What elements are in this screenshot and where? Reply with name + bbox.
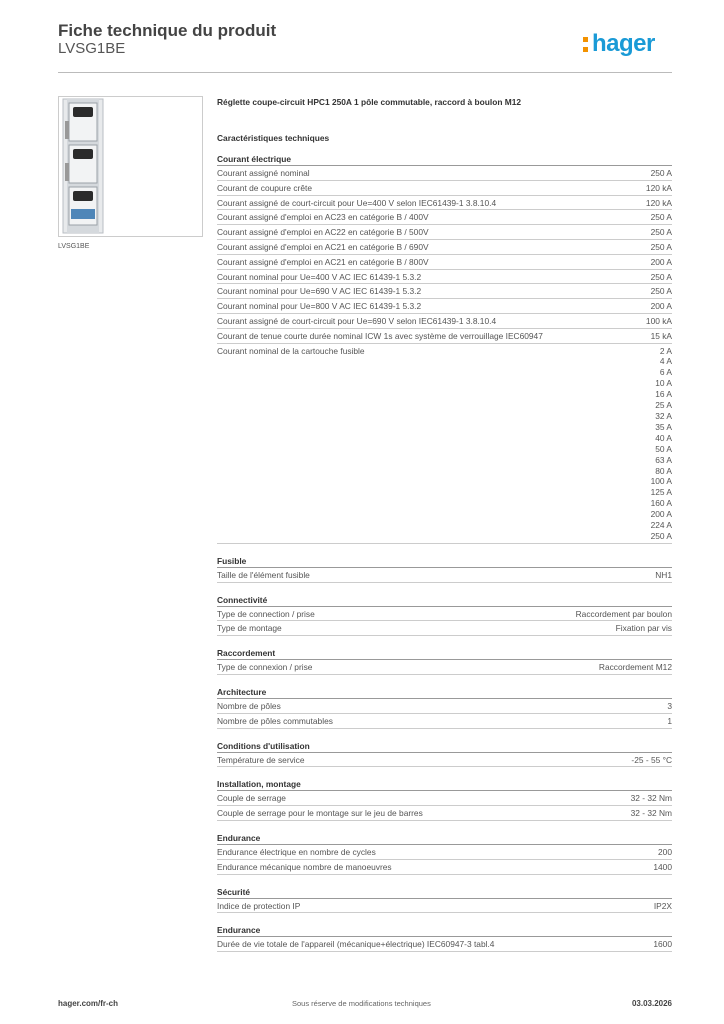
spec-label: Taille de l'élément fusible — [217, 569, 310, 580]
spec-value: 250 A — [650, 530, 672, 541]
spec-row — [217, 240, 672, 255]
section-title: Fusible — [217, 555, 672, 568]
footer-website[interactable]: hager.com/fr-ch — [58, 999, 119, 1008]
spec-row — [217, 568, 672, 583]
spec-section — [217, 594, 672, 637]
spec-label: Type de connexion / prise — [217, 662, 313, 673]
spec-row — [217, 714, 672, 729]
spec-section — [217, 740, 672, 768]
spec-section — [217, 924, 672, 952]
spec-value: 250 A — [650, 241, 672, 252]
spec-value: 4 A — [659, 356, 672, 367]
spec-row — [217, 699, 672, 714]
spec-value: 100 kA — [645, 315, 672, 326]
spec-label: Nombre de pôles commutables — [217, 715, 333, 726]
section-title: Architecture — [217, 686, 672, 699]
spec-label: Courant assigné d'emploi en AC23 en catégorie B / 400V — [217, 212, 429, 223]
spec-label: Endurance mécanique nombre de manoeuvres — [217, 861, 392, 872]
spec-label: Nombre de pôles — [217, 701, 281, 712]
spec-section — [217, 886, 672, 914]
section-title: Endurance — [217, 924, 672, 937]
spec-row — [217, 607, 672, 622]
spec-value: 250 A — [650, 227, 672, 238]
spec-value: 200 A — [650, 256, 672, 267]
spec-label: Courant nominal pour Ue=800 V AC IEC 61439-1 5.3.2 — [217, 301, 422, 312]
spec-row — [217, 753, 672, 768]
spec-value: 200 A — [650, 301, 672, 312]
spec-label: Courant assigné d'emploi en AC21 en catégorie B / 800V — [217, 256, 429, 267]
spec-row — [217, 845, 672, 860]
spec-value: 120 kA — [645, 197, 672, 208]
spec-label: Courant assigné d'emploi en AC22 en catégorie B / 500V — [217, 227, 429, 238]
section-title: Raccordement — [217, 647, 672, 660]
spec-value: 125 A — [650, 487, 672, 498]
spec-section — [217, 647, 672, 675]
spec-section — [217, 153, 672, 544]
section-title: Courant électrique — [217, 153, 672, 166]
spec-value: 25 A — [655, 400, 672, 411]
spec-label: Indice de protection IP — [217, 900, 301, 911]
spec-value: 3 — [667, 701, 672, 712]
footer-disclaimer: Sous réserve de modifications techniques — [292, 999, 431, 1008]
section-title: Connectivité — [217, 594, 672, 607]
spec-label: Courant nominal pour Ue=690 V AC IEC 61439-1 5.3.2 — [217, 286, 422, 297]
spec-section — [217, 555, 672, 583]
spec-row — [217, 660, 672, 675]
section-title: Sécurité — [217, 886, 672, 899]
hager-logo — [592, 30, 655, 58]
spec-value: 160 A — [650, 498, 672, 509]
spec-label: Courant assigné nominal — [217, 168, 310, 178]
spec-label: Durée de vie totale de l'appareil (mécanique+électrique) IEC60947-3 tabl.4 — [217, 939, 495, 950]
spec-value: Raccordement M12 — [598, 662, 672, 673]
product-reference: LVSG1BE — [58, 40, 126, 57]
spec-label: Courant nominal pour Ue=400 V AC IEC 61439-1 5.3.2 — [217, 271, 422, 282]
spec-value: 16 A — [655, 389, 672, 400]
spec-row — [217, 255, 672, 270]
spec-value: 224 A — [650, 520, 672, 531]
spec-value: 32 - 32 Nm — [630, 808, 672, 819]
spec-label: Courant assigné d'emploi en AC21 en catégorie B / 690V — [217, 241, 429, 252]
header-divider — [58, 72, 672, 73]
spec-section — [217, 832, 672, 875]
spec-value: 50 A — [655, 443, 672, 454]
spec-label: Endurance électrique en nombre de cycles — [217, 847, 376, 858]
spec-row — [217, 314, 672, 329]
spec-value: -25 - 55 °C — [631, 754, 672, 765]
image-caption: LVSG1BE — [58, 243, 90, 250]
spec-value: 32 A — [655, 411, 672, 421]
spec-value: 250 A — [650, 271, 672, 282]
spec-value: 1 — [667, 715, 672, 726]
spec-value: 2 A — [659, 345, 672, 356]
spec-value: Raccordement par boulon — [575, 608, 672, 619]
spec-row — [217, 299, 672, 314]
spec-row — [217, 899, 672, 914]
spec-value: 35 A — [655, 421, 672, 432]
spec-label: Couple de serrage — [217, 793, 286, 804]
spec-label: Type de montage — [217, 623, 282, 634]
spec-value: 80 A — [655, 465, 672, 476]
spec-row — [217, 196, 672, 211]
spec-sheet — [217, 96, 672, 952]
spec-row — [217, 329, 672, 344]
spec-value: 6 A — [659, 367, 672, 378]
spec-row — [217, 270, 672, 285]
spec-row — [217, 806, 672, 821]
spec-value: IP2X — [653, 900, 672, 911]
spec-value: 32 - 32 Nm — [630, 793, 672, 804]
spec-value: NH1 — [655, 569, 672, 580]
page-title: Fiche technique du produit — [58, 21, 277, 40]
spec-value: Fixation par vis — [615, 623, 672, 634]
spec-value: 200 — [658, 847, 672, 858]
logo-dots-icon — [583, 37, 588, 53]
spec-label: Courant de tenue courte durée nominal ICW 1s avec système de verrouillage IEC60947 — [217, 330, 543, 341]
section-title: Installation, montage — [217, 778, 672, 791]
spec-value: 100 A — [650, 476, 672, 487]
spec-value: 250 A — [650, 168, 672, 178]
spec-label: Courant assigné de court-circuit pour Ue=400 V selon IEC61439-1 3.8.10.4 — [217, 197, 497, 208]
product-description: Réglette coupe-circuit HPC1 250A 1 pôle commutable, raccord à boulon M12 — [217, 97, 522, 107]
spec-label: Type de connection / prise — [217, 608, 315, 619]
spec-row — [217, 210, 672, 225]
spec-row — [217, 225, 672, 240]
fuse-switch-icon — [59, 97, 202, 236]
spec-label: Courant de coupure crête — [217, 182, 312, 193]
spec-value: 63 A — [655, 454, 672, 465]
spec-value: 200 A — [650, 509, 672, 520]
spec-value: 120 kA — [645, 182, 672, 193]
logo-text: hager — [592, 30, 655, 57]
spec-row — [217, 621, 672, 636]
spec-row — [217, 344, 672, 544]
footer-date: 03.03.2026 — [631, 999, 672, 1008]
spec-value: 15 kA — [650, 330, 672, 341]
spec-label: Courant assigné de court-circuit pour Ue=690 V selon IEC61439-1 3.8.10.4 — [217, 315, 497, 326]
spec-row — [217, 937, 672, 952]
spec-section — [217, 778, 672, 821]
spec-value: 1600 — [653, 939, 672, 950]
spec-label: Couple de serrage pour le montage sur le jeu de barres — [217, 808, 423, 819]
spec-row — [217, 284, 672, 299]
spec-value: 250 A — [650, 212, 672, 223]
spec-label: Température de service — [217, 754, 305, 765]
spec-row — [217, 791, 672, 806]
spec-sections — [217, 153, 672, 952]
spec-value: 1400 — [653, 861, 672, 872]
tech-heading: Caractéristiques techniques — [217, 133, 330, 143]
section-title: Endurance — [217, 832, 672, 845]
spec-value: 40 A — [655, 432, 672, 443]
spec-value: 10 A — [655, 378, 672, 389]
spec-label: Courant nominal de la cartouche fusible — [217, 345, 365, 356]
spec-row — [217, 181, 672, 196]
spec-row — [217, 860, 672, 875]
section-title: Conditions d'utilisation — [217, 740, 672, 753]
product-image — [58, 96, 203, 237]
spec-row — [217, 166, 672, 181]
spec-section — [217, 686, 672, 729]
spec-value: 250 A — [650, 286, 672, 297]
spec-value-list — [651, 346, 672, 542]
